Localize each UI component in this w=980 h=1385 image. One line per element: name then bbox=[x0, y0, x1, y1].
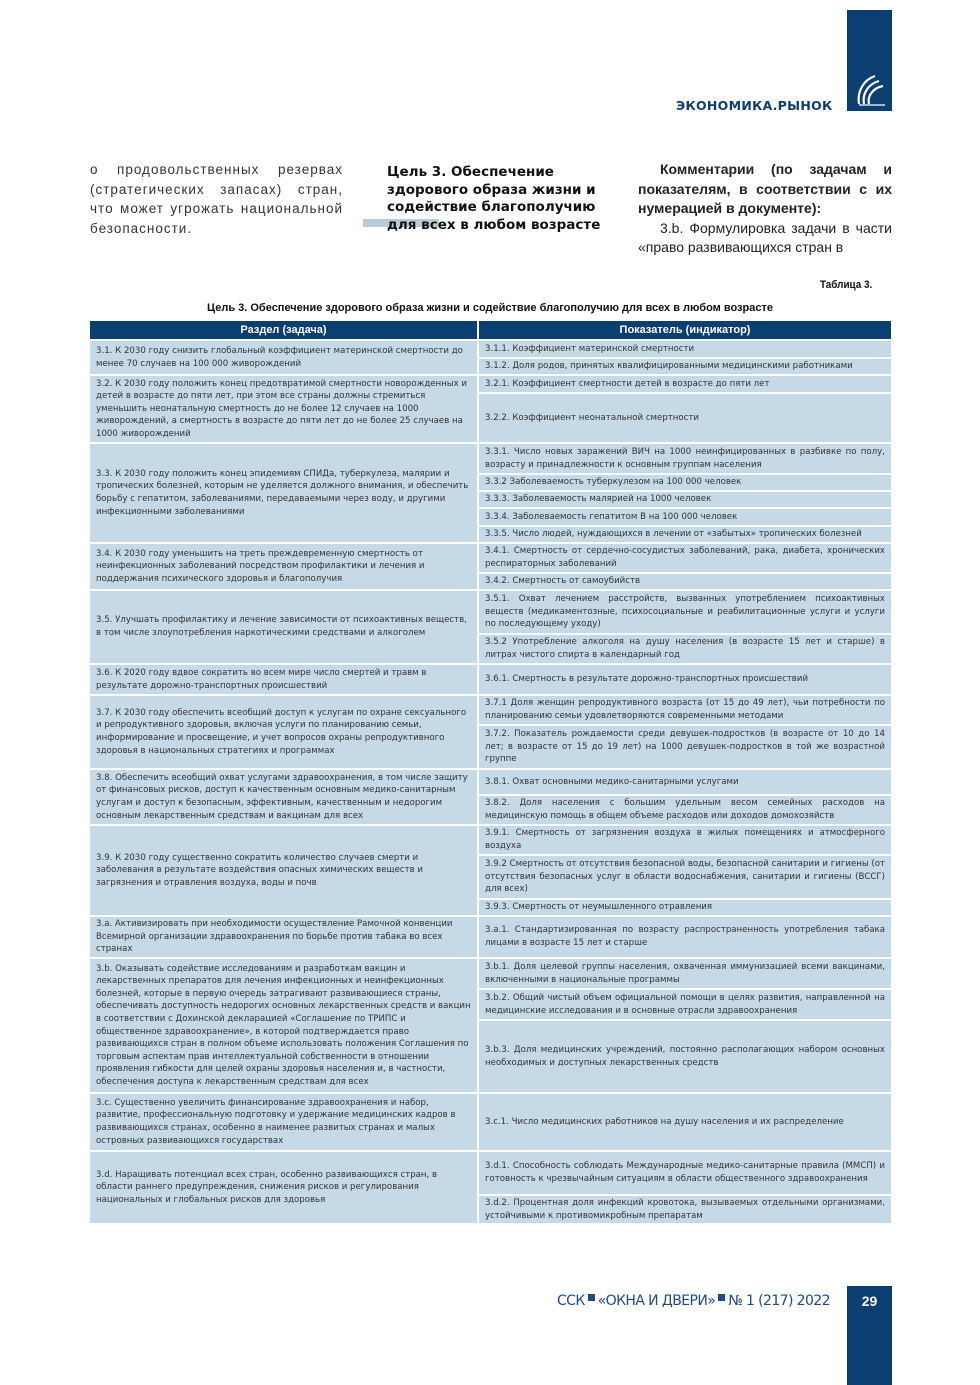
indicator-cell: 3.6.1. Смертность в результате дорожно-транспортных происшествий bbox=[479, 665, 891, 694]
indicator-cell: 3.d.1. Способность соблюдать Международные медико-санитарные правила (ММСП) и готовность к чрезвычайным ситуациям в области общественного здравоохранения bbox=[479, 1152, 891, 1194]
table-row bbox=[90, 1152, 891, 1194]
task-cell: 3.5. Улучшать профилактику и лечение зависимости от психоактивных веществ, в том числе злоупотребления наркотическими средствами и алкоголем bbox=[90, 591, 477, 663]
wing-logo-icon bbox=[851, 72, 887, 108]
table-header-row bbox=[90, 321, 891, 339]
footer-publisher: ССК bbox=[557, 1293, 585, 1309]
header-task: Раздел (задача) bbox=[90, 321, 477, 339]
table-caption: Таблица 3. bbox=[820, 279, 873, 291]
table-row bbox=[90, 376, 891, 392]
goals-table bbox=[88, 319, 893, 1225]
table-row bbox=[90, 665, 891, 694]
indicator-cell: 3.2.1. Коэффициент смертности детей в возрасте до пяти лет bbox=[479, 376, 891, 392]
task-cell: 3.c. Существенно увеличить финансирование здравоохранения и набор, развитие, профессиональную подготовку и удержание медицинских кадров в развивающихся странах, особенно в наименее развитых странах и малых островных развивающихся государствах bbox=[90, 1094, 477, 1150]
indicator-cell: 3.c.1. Число медицинских работников на душу населения и их распределение bbox=[479, 1094, 891, 1150]
goal-heading: Цель 3. Обеспечение здорового образа жизни и содействие благополучию для всех в любом возрасте bbox=[387, 164, 601, 233]
indicator-cell: 3.2.2. Коэффициент неонатальной смертности bbox=[479, 394, 891, 442]
indicator-cell: 3.8.1. Охват основными медико-санитарными услугами bbox=[479, 770, 891, 794]
indicator-cell: 3.9.3. Смертность от неумышленного отравления bbox=[479, 900, 891, 915]
square-bullet-icon bbox=[718, 1294, 725, 1301]
indicator-cell: 3.5.2 Употребление алкоголя на душу населения (в возрасте 15 лет и старше) в литрах чистого спирта в календарный год bbox=[479, 635, 891, 663]
task-cell: 3.9. К 2030 году существенно сократить количество случаев смерти и заболевания в результате воздействия опасных химических веществ и загрязнения и отравления воздуха, воды и почв bbox=[90, 826, 477, 915]
header-tab bbox=[847, 10, 892, 111]
task-cell: 3.d. Наращивать потенциал всех стран, особенно развивающихся стран, в области раннего предупреждения, снижения рисков и регулирования национальных и глобальных рисков для здоровья bbox=[90, 1152, 477, 1223]
comments-column bbox=[638, 160, 892, 258]
indicator-cell: 3.b.3. Доля медицинских учреждений, постоянно располагающих набором основных необходимых и доступных лекарственных средств bbox=[479, 1021, 891, 1092]
task-cell: 3.7. К 2030 году обеспечить всеобщий доступ к услугам по охране сексуального и репродуктивного здоровья, включая услуги по планированию семьи, информирование и просвещение, и учет вопросов охраны репродуктивного здоровья в национальных стратегиях и программах bbox=[90, 696, 477, 768]
indicator-cell: 3.3.1. Число новых заражений ВИЧ на 1000 неинфицированных в разбивке по полу, возрасту и принадлежности к основным группам населения bbox=[479, 444, 891, 473]
indicator-cell: 3.7.2. Показатель рождаемости среди девушек-подростков (в возрасте от 10 до 14 лет; в возрасте от 15 до 19 лет) на 1000 девушек-подростков в той же возрастной группе bbox=[479, 726, 891, 768]
indicator-cell: 3.7.1 Доля женщин репродуктивного возраста (от 15 до 49 лет), чьи потребности по планированию семьи удовлетворяются современными методами bbox=[479, 696, 891, 724]
header-indicator: Показатель (индикатор) bbox=[479, 321, 891, 339]
indicator-cell: 3.4.2. Смертность от самоубийств bbox=[479, 574, 891, 589]
task-cell: 3.2. К 2030 году положить конец предотвратимой смертности новорожденных и детей в возрасте до пяти лет, при этом все страны должны стремиться уменьшить неонатальную смертность до не более 12 случаев на 1000 живорождений, а смертность в возрасте до пяти лет до не более 25 случаев на 1000 живорождений bbox=[90, 376, 477, 442]
comments-heading: Комментарии (по задачам и показателям, в соответствии с их нумерацией в документе): bbox=[638, 161, 892, 216]
task-cell: 3.4. К 2030 году уменьшить на треть преждевременную смертность от неинфекционных заболеваний посредством профилактики и лечения и поддержания психического здоровья и благополучия bbox=[90, 544, 477, 589]
footer-issue: № 1 (217) 2022 bbox=[728, 1293, 830, 1309]
indicator-cell: 3.a.1. Стандартизированная по возрасту распространенность употребления табака лицами в возрасте 15 лет и старше bbox=[479, 917, 891, 957]
indicator-cell: 3.4.1. Смертность от сердечно-сосудистых заболеваний, рака, диабета, хронических респираторных заболеваний bbox=[479, 544, 891, 572]
page-number: 29 bbox=[847, 1286, 892, 1385]
table-row bbox=[90, 917, 891, 957]
task-cell: 3.6. К 2020 году вдвое сократить во всем мире число смертей и травм в результате дорожно-транспортных происшествий bbox=[90, 665, 477, 694]
indicator-cell: 3.1.2. Доля родов, принятых квалифицированными медицинскими работниками bbox=[479, 359, 891, 374]
table-row bbox=[90, 826, 891, 854]
indicator-cell: 3.9.2 Смертность от отсутствия безопасной воды, безопасной санитарии и гигиены (от отсутствия безопасных услуг в области водоснабжения, санитарии и гигиены (ВССГ) для всех) bbox=[479, 856, 891, 898]
table-row bbox=[90, 591, 891, 633]
indicator-cell: 3.b.2. Общий чистый объем официальной помощи в целях развития, направленной на медицинские исследования и в основные отрасли здравоохранения bbox=[479, 990, 891, 1019]
task-cell: 3.b. Оказывать содействие исследованиям и разработкам вакцин и лекарственных препаратов для лечения инфекционных и неинфекционных болезней, которые в первую очередь затрагивают развивающиеся страны, обеспечивать доступность недорогих основных лекарственных средств и вакцин в соответствии с Дохинской декларацией «Соглашение по ТРИПС и общественное здравоохранение», в которой подтверждается право развивающихся стран в полном объеме использовать положения Соглашения по торговым аспектам прав интеллектуальной собственности в отношении проявления гибкости для целей охраны здоровья населения и, в частности, обеспечения доступа к лекарственным средствам для всех bbox=[90, 959, 477, 1092]
task-cell: 3.3. К 2030 году положить конец эпидемиям СПИДа, туберкулеза, малярии и тропических болезней, которым не уделяется должного внимания, и обеспечить борьбу с гепатитом, заболеваниями, передаваемыми через воду, и другими инфекционными заболеваниями bbox=[90, 444, 477, 542]
indicator-cell: 3.3.5. Число людей, нуждающихся в лечении от «забытых» тропических болезней bbox=[479, 527, 891, 542]
indicator-cell: 3.3.4. Заболеваемость гепатитом В на 100 000 человек bbox=[479, 509, 891, 525]
table-row bbox=[90, 770, 891, 794]
table-row bbox=[90, 444, 891, 473]
table-row bbox=[90, 1094, 891, 1150]
footer-credits bbox=[557, 1293, 830, 1309]
table-row bbox=[90, 341, 891, 357]
table-row bbox=[90, 696, 891, 724]
table-title: Цель 3. Обеспечение здорового образа жизни и содействие благополучию для всех в любом возрасте bbox=[207, 302, 773, 314]
indicator-cell: 3.3.3. Заболеваемость малярией на 1000 человек bbox=[479, 492, 891, 507]
indicator-cell: 3.b.1. Доля целевой группы населения, охваченная иммунизацией всеми вакцинами, включенными в национальные программы bbox=[479, 959, 891, 988]
indicator-cell: 3.3.2 Заболеваемость туберкулезом на 100 000 человек bbox=[479, 475, 891, 490]
body-text-column-1: о продовольственных резервах (стратегических запасах) стран, что может угрожать национальной безопасности. bbox=[90, 162, 343, 236]
task-cell: 3.8. Обеспечить всеобщий охват услугами здравоохранения, в том числе защиту от финансовых рисков, доступ к качественным основным медико-санитарным услугам и доступ к безопасным, эффективным, качественным и недорогим основным лекарственным средствам и вакцинам для всех bbox=[90, 770, 477, 824]
indicator-cell: 3.8.2. Доля населения с большим удельным весом семейных расходов на медицинскую помощь в общем объеме расходов или доходов домохозяйств bbox=[479, 796, 891, 824]
comments-paragraph: 3.b. Формулировка задачи в части «право развивающихся стран в bbox=[638, 219, 892, 255]
footer-magazine: «ОКНА И ДВЕРИ» bbox=[597, 1293, 716, 1309]
square-bullet-icon bbox=[588, 1294, 595, 1301]
section-title: ЭКОНОМИКА.РЫНОК bbox=[676, 98, 833, 113]
task-cell: 3.a. Активизировать при необходимости осуществление Рамочной конвенции Всемирной организации здравоохранения по борьбе против табака во всех странах bbox=[90, 917, 477, 957]
indicator-cell: 3.1.1. Коэффициент материнской смертности bbox=[479, 341, 891, 357]
indicator-cell: 3.5.1. Охват лечением расстройств, вызванных употреблением психоактивных веществ (медикаментозные, психосоциальные и реабилитационные услуги и услуги по последующему уходу) bbox=[479, 591, 891, 633]
indicator-cell: 3.9.1. Смертность от загрязнения воздуха в жилых помещениях и атмосферного воздуха bbox=[479, 826, 891, 854]
table-row bbox=[90, 959, 891, 988]
task-cell: 3.1. К 2030 году снизить глобальный коэффициент материнской смертности до менее 70 случаев на 100 000 живорождений bbox=[90, 341, 477, 374]
indicator-cell: 3.d.2. Процентная доля инфекций кровотока, вызываемых отдельными организмами, устойчивыми к противомикробным препаратам bbox=[479, 1196, 891, 1223]
table-row bbox=[90, 544, 891, 572]
